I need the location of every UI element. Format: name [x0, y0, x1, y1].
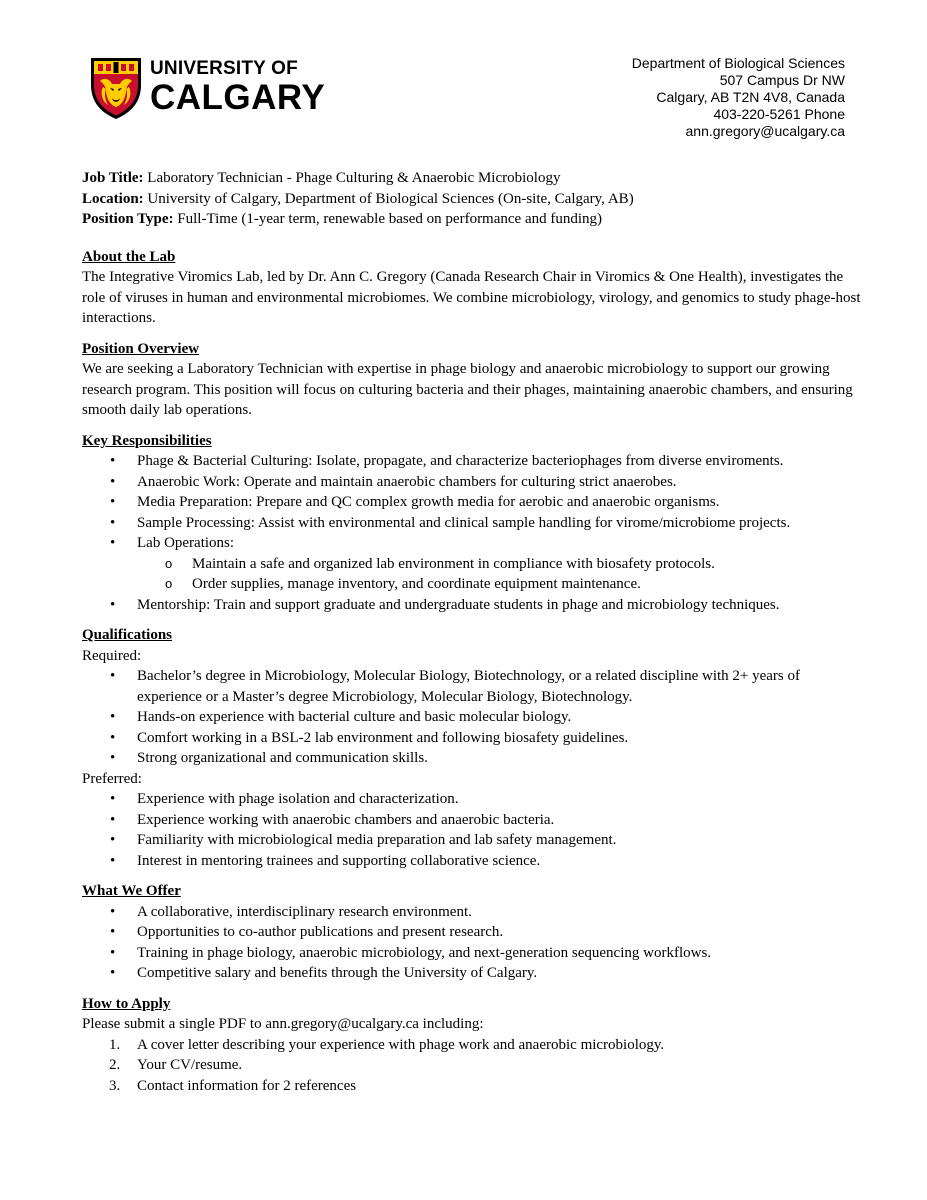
university-logo	[88, 55, 328, 121]
list-item: • Comfort working in a BSL-2 lab environment and following biosafety guidelines.	[82, 728, 862, 749]
logo-line-1: UNIVERSITY OF	[150, 58, 298, 79]
step-text: Contact information for 2 references	[137, 1077, 357, 1094]
list-item	[82, 1076, 862, 1097]
list-item: • Strong organizational and communication skills.	[82, 748, 862, 769]
list-item: • Competitive salary and benefits through the University of Calgary.	[82, 963, 862, 984]
position-type-label: Position Type:	[82, 211, 174, 227]
list-item: • Experience working with anaerobic chambers and anaerobic bacteria.	[82, 810, 862, 831]
position-type-value: Full-Time (1-year term, renewable based on performance and funding)	[173, 211, 603, 227]
job-meta	[82, 168, 862, 230]
job-title-value: Laboratory Technician - Phage Culturing & Anaerobic Microbiology	[143, 170, 561, 186]
list-item: • Hands-on experience with bacterial culture and basic molecular biology.	[82, 707, 862, 728]
step-number: 1.	[109, 1036, 121, 1053]
job-title-label: Job Title:	[82, 170, 144, 186]
about-text: The Integrative Viromics Lab, led by Dr. Ann C. Gregory (Canada Research Chair in Viromics & One Health), investigates the role of viruses in human and environmental microbiomes. We combine microbiology, virology, and genomics to study phage-host interactions.	[82, 269, 861, 326]
step-number: 2.	[109, 1057, 121, 1073]
required-list	[82, 666, 862, 769]
department-address	[632, 55, 845, 140]
address-street: 507 Campus Dr NW	[719, 72, 845, 88]
logo-wordmark	[150, 58, 325, 116]
address-city: Calgary, AB T2N 4V8, Canada	[656, 89, 845, 105]
list-item	[82, 1035, 862, 1056]
responsibilities-list	[82, 451, 862, 615]
address-phone: 403-220-5261 Phone	[713, 106, 845, 122]
location-value: University of Calgary, Department of Biological Sciences (On-site, Calgary, AB)	[143, 190, 634, 207]
list-item: • Media Preparation: Prepare and QC complex growth media for aerobic and anaerobic organisms.	[82, 492, 862, 513]
university-crest-icon	[88, 55, 144, 121]
address-department: Department of Biological Sciences	[631, 55, 845, 71]
about-heading: About the Lab	[82, 248, 176, 265]
responsibilities-heading: Key Responsibilities	[82, 432, 212, 449]
address-email[interactable]: ann.gregory@ucalgary.ca	[685, 123, 845, 139]
list-item: • Interest in mentoring trainees and supporting collaborative science.	[82, 851, 862, 872]
step-text: Your CV/resume.	[137, 1057, 243, 1073]
sub-list-item: o Maintain a safe and organized lab environment in compliance with biosafety protocols.	[137, 554, 862, 575]
offer-heading: What We Offer	[82, 883, 181, 899]
list-item	[82, 1055, 862, 1076]
list-item: • Phage & Bacterial Culturing: Isolate, propagate, and characterize bacteriophages from diverse enviroments.	[82, 451, 862, 472]
offer-list	[82, 902, 862, 984]
step-text: A cover letter describing your experience with phage work and anaerobic microbiology.	[137, 1036, 665, 1053]
list-item: • Anaerobic Work: Operate and maintain anaerobic chambers for culturing strict anaerobes.	[82, 472, 862, 493]
list-item: • Experience with phage isolation and characterization.	[82, 789, 862, 810]
list-item: • Opportunities to co-author publications and present research.	[82, 922, 862, 943]
step-number: 3.	[109, 1077, 121, 1094]
preferred-list	[82, 789, 862, 871]
list-item: • A collaborative, interdisciplinary research environment.	[82, 902, 862, 923]
apply-intro: Please submit a single PDF to ann.gregory@ucalgary.ca including:	[82, 1016, 484, 1032]
job-posting-body	[82, 168, 862, 1096]
preferred-label: Preferred:	[82, 770, 142, 787]
job-title-line	[82, 168, 862, 189]
location-line	[82, 189, 862, 210]
list-item: • Sample Processing: Assist with environmental and clinical sample handling for virome/microbiome projects.	[82, 513, 862, 534]
apply-heading: How to Apply	[82, 995, 171, 1012]
location-label: Location:	[82, 190, 144, 207]
overview-text: We are seeking a Laboratory Technician with expertise in phage biology and anaerobic microbiology to support our growing research program. This position will focus on culturing bacteria and their phages, maintaining anaerobic chambers, and ensuring smooth daily lab operations.	[82, 361, 853, 418]
lab-operations-label: Lab Operations:	[137, 535, 235, 551]
list-item: • Familiarity with microbiological media preparation and lab safety management.	[82, 830, 862, 851]
position-type-line	[82, 209, 862, 230]
list-item: • Mentorship: Train and support graduate and undergraduate students in phage and microbiology techniques.	[82, 595, 862, 616]
list-item: • Training in phage biology, anaerobic microbiology, and next-generation sequencing workflows.	[82, 943, 862, 964]
apply-steps	[82, 1035, 862, 1097]
lab-operations-sublist	[137, 554, 862, 595]
list-item-lab-operations	[82, 533, 862, 595]
overview-heading: Position Overview	[82, 340, 200, 357]
list-item: • Bachelor’s degree in Microbiology, Molecular Biology, Biotechnology, or a related discipline with 2+ years of experience or a Master’s degree Microbiology, Molecular Biology, Biotechnology.	[82, 666, 862, 707]
required-label: Required:	[82, 647, 142, 664]
sub-list-item: o Order supplies, manage inventory, and coordinate equipment maintenance.	[137, 574, 862, 595]
qualifications-heading: Qualifications	[82, 627, 173, 643]
logo-line-2: CALGARY	[150, 78, 326, 117]
